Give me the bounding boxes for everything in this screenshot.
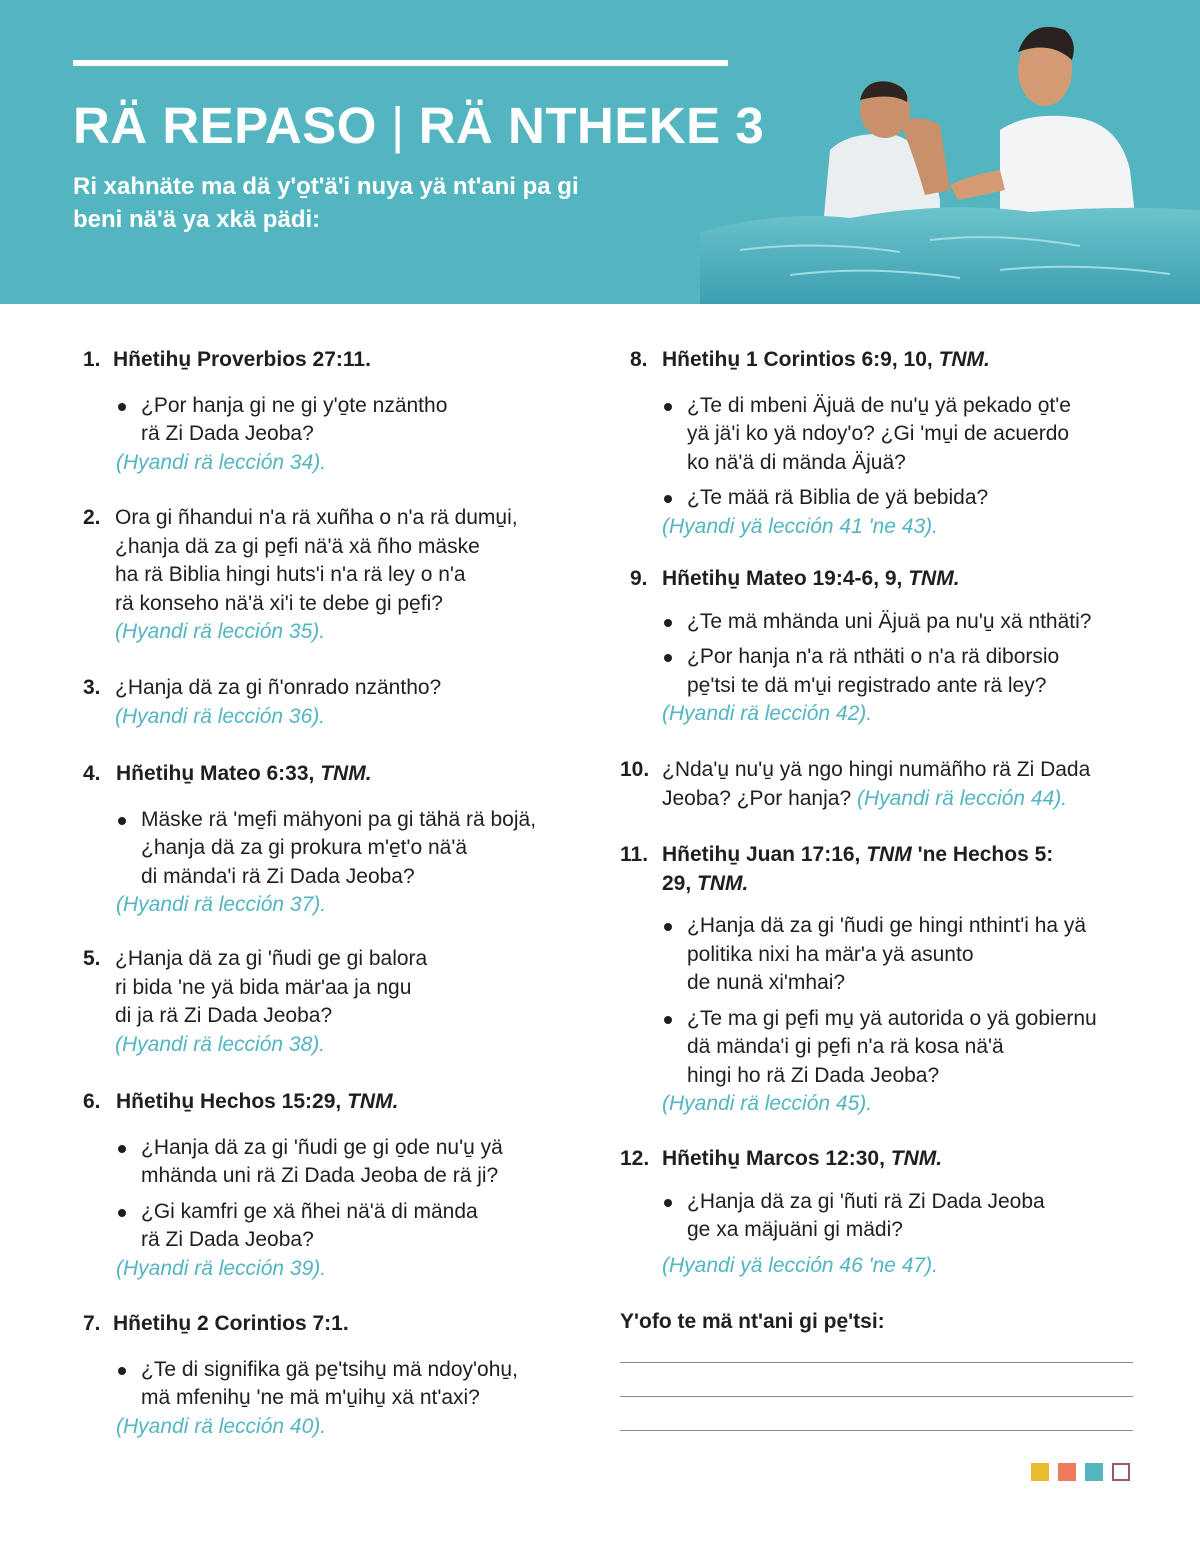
question-number: 6.: [83, 1090, 101, 1113]
page-subtitle: Ri xahnäte ma dä y'o̱t'ä'i nuya yä nt'ani pa gi beni nä'ä ya xkä pädi:: [73, 173, 579, 233]
question-bullet: ¿Te di signifika gä pe̱'tsihu̱ mä ndoy'ohu̱, mä mfenihu̱ 'ne mä m'u̱ihu̱ xä nt'axi?: [116, 1356, 593, 1413]
question-bullet: ¿Te mä mhända uni Äjuä pa nu'u̱ xä nthäti?: [662, 608, 1150, 637]
lesson-reference: (Hyandi rä lección 35).: [115, 620, 326, 643]
notes-line[interactable]: [620, 1430, 1133, 1431]
question-number: 2.: [83, 506, 101, 529]
square-coral: [1058, 1463, 1076, 1481]
question-6: [83, 1088, 593, 1283]
question-text: ¿Hanja dä za gi ñ'onrado nzäntho?: [115, 676, 442, 699]
square-yellow: [1031, 1463, 1049, 1481]
header-rule: [73, 60, 728, 66]
bible-version: TNM.: [697, 871, 749, 895]
question-10: [620, 756, 1150, 813]
question-number: 3.: [83, 676, 101, 699]
question-9: [630, 565, 1150, 729]
question-7: [83, 1310, 593, 1441]
question-bullet: ¿Te mää rä Biblia de yä bebida?: [662, 484, 1150, 513]
question-3: [83, 674, 593, 731]
lesson-reference: (Hyandi rä lección 45).: [662, 1092, 873, 1115]
question-bullet: ¿Hanja dä za gi 'ñudi ge gi o̱de nu'u̱ yä mhända uni rä Zi Dada Jeoba de rä ji?: [116, 1134, 593, 1191]
question-heading: Hñetihu̱ Proverbios 27:11.: [113, 348, 371, 371]
bible-version: TNM.: [890, 1147, 943, 1170]
title-separator: |: [390, 97, 405, 154]
bible-version: TNM.: [347, 1090, 399, 1113]
lesson-reference: (Hyandi rä lección 44).: [856, 786, 1068, 810]
question-text: ¿Nda'u̱ nu'u̱ yä ngo hingi numäñho rä Zi Dada Jeoba? ¿Por hanja?: [662, 758, 1091, 810]
bible-version: TNM.: [908, 567, 960, 590]
question-number: 12.: [620, 1147, 650, 1170]
question-12: [620, 1145, 1150, 1280]
baptism-illustration: [700, 0, 1200, 304]
bible-version: TNM.: [938, 348, 990, 371]
bible-version: TNM: [866, 843, 912, 866]
question-heading-tail: 'ne Hechos 5:: [917, 843, 1054, 866]
question-bullet: ¿Por hanja n'a rä nthäti o n'a rä diborsio pe̱'tsi te dä m'u̱i registrado ante rä ley?: [662, 643, 1150, 700]
lesson-reference: (Hyandi yä lección 46 'ne 47).: [662, 1253, 938, 1277]
lesson-reference: (Hyandi rä lección 36).: [115, 704, 326, 728]
title-left: RÄ REPASO: [73, 97, 377, 154]
question-number: 4.: [83, 762, 101, 785]
question-bullet: ¿Por hanja gi ne gi y'o̱te nzäntho rä Zi Dada Jeoba?: [116, 392, 593, 449]
question-text: ¿Hanja dä za gi 'ñudi ge gi balora ri bida 'ne yä bida mär'aa ja ngu di ja rä Zi Dada Jeoba?: [115, 947, 428, 1027]
question-heading: Hñetihu̱ Juan 17:16,: [662, 843, 861, 866]
title-right: RÄ NTHEKE 3: [418, 97, 765, 154]
lesson-reference: (Hyandi rä lección 42).: [662, 702, 873, 725]
question-bullet: ¿Gi kamfri ge xä ñhei nä'ä di mända rä Zi Dada Jeoba?: [116, 1198, 593, 1255]
question-1: [83, 346, 593, 477]
question-number: 8.: [630, 348, 648, 371]
question-heading: Hñetihu̱ Mateo 19:4-6, 9,: [662, 567, 903, 590]
question-number: 11.: [620, 843, 649, 866]
question-number: 5.: [83, 947, 101, 970]
question-2: [83, 504, 593, 647]
question-heading: Hñetihu̱ 1 Corintios 6:9, 10,: [662, 348, 933, 371]
lesson-reference: (Hyandi rä lección 39).: [116, 1256, 327, 1280]
lesson-reference: (Hyandi rä lección 34).: [116, 450, 327, 474]
lesson-reference: (Hyandi yä lección 41 'ne 43).: [662, 514, 938, 538]
question-8: [630, 346, 1150, 541]
question-bullet: ¿Te ma gi pe̱fi mu̱ yä autorida o yä gobiernu dä mända'i gi pe̱fi n'a rä kosa nä'ä hingi ho rä Zi Dada Jeoba?: [662, 1005, 1150, 1091]
question-text: Ora gi ñhandui n'a rä xuñha o n'a rä dumu̱i, ¿hanja dä za gi pe̱fi nä'ä xä ñho mäske ha rä Biblia hingi huts'i n'a rä ley o n'a rä konseho nä'ä xi'i te debe gi pe̱fi?: [115, 506, 518, 615]
question-bullet: ¿Hanja dä za gi 'ñuti rä Zi Dada Jeoba ge xa mäjuäni gi mädi?: [662, 1188, 1150, 1245]
header-banner: [0, 0, 1200, 304]
notes-line[interactable]: [620, 1362, 1133, 1363]
question-number: 10.: [620, 758, 650, 781]
question-11: [620, 841, 1150, 1119]
notes-label: Y'ofo te mä nt'ani gi pe̱'tsi:: [620, 1310, 885, 1333]
lesson-reference: (Hyandi rä lección 37).: [116, 893, 327, 916]
question-number: 9.: [630, 567, 648, 590]
question-bullet: ¿Te di mbeni Äjuä de nu'u̱ yä pekado o̱t'e yä jä'i ko yä ndoy'o? ¿Gi 'mu̱i de acuerdo ko nä'ä di mända Äjuä?: [662, 392, 1150, 478]
question-4: [83, 760, 593, 920]
notes-line[interactable]: [620, 1396, 1133, 1397]
question-number: 1.: [83, 348, 101, 371]
question-5: [83, 945, 593, 1059]
question-heading: Hñetihu̱ Marcos 12:30,: [662, 1147, 885, 1170]
question-bullet: Mäske rä 'me̱fi mähyoni pa gi tähä rä bojä, ¿hanja dä za gi prokura m'e̱t'o nä'ä di mända'i rä Zi Dada Jeoba?: [116, 806, 593, 892]
square-purple-outline: [1112, 1463, 1130, 1481]
bible-version: TNM.: [320, 762, 372, 785]
lesson-reference: (Hyandi rä lección 40).: [116, 1414, 327, 1438]
question-bullet: ¿Hanja dä za gi 'ñudi ge hingi nthint'i ha yä politika nixi ha mär'a yä asunto de nunä xi'mhai?: [662, 912, 1150, 998]
square-teal: [1085, 1463, 1103, 1481]
question-heading: Hñetihu̱ Mateo 6:33,: [116, 762, 315, 785]
question-heading: Hñetihu̱ Hechos 15:29,: [116, 1090, 342, 1113]
question-heading: Hñetihu̱ 2 Corintios 7:1.: [113, 1312, 349, 1335]
question-heading-cont: 29,: [662, 871, 692, 895]
page-title: [73, 98, 764, 154]
question-number: 7.: [83, 1312, 101, 1335]
lesson-reference: (Hyandi rä lección 38).: [115, 1032, 326, 1056]
